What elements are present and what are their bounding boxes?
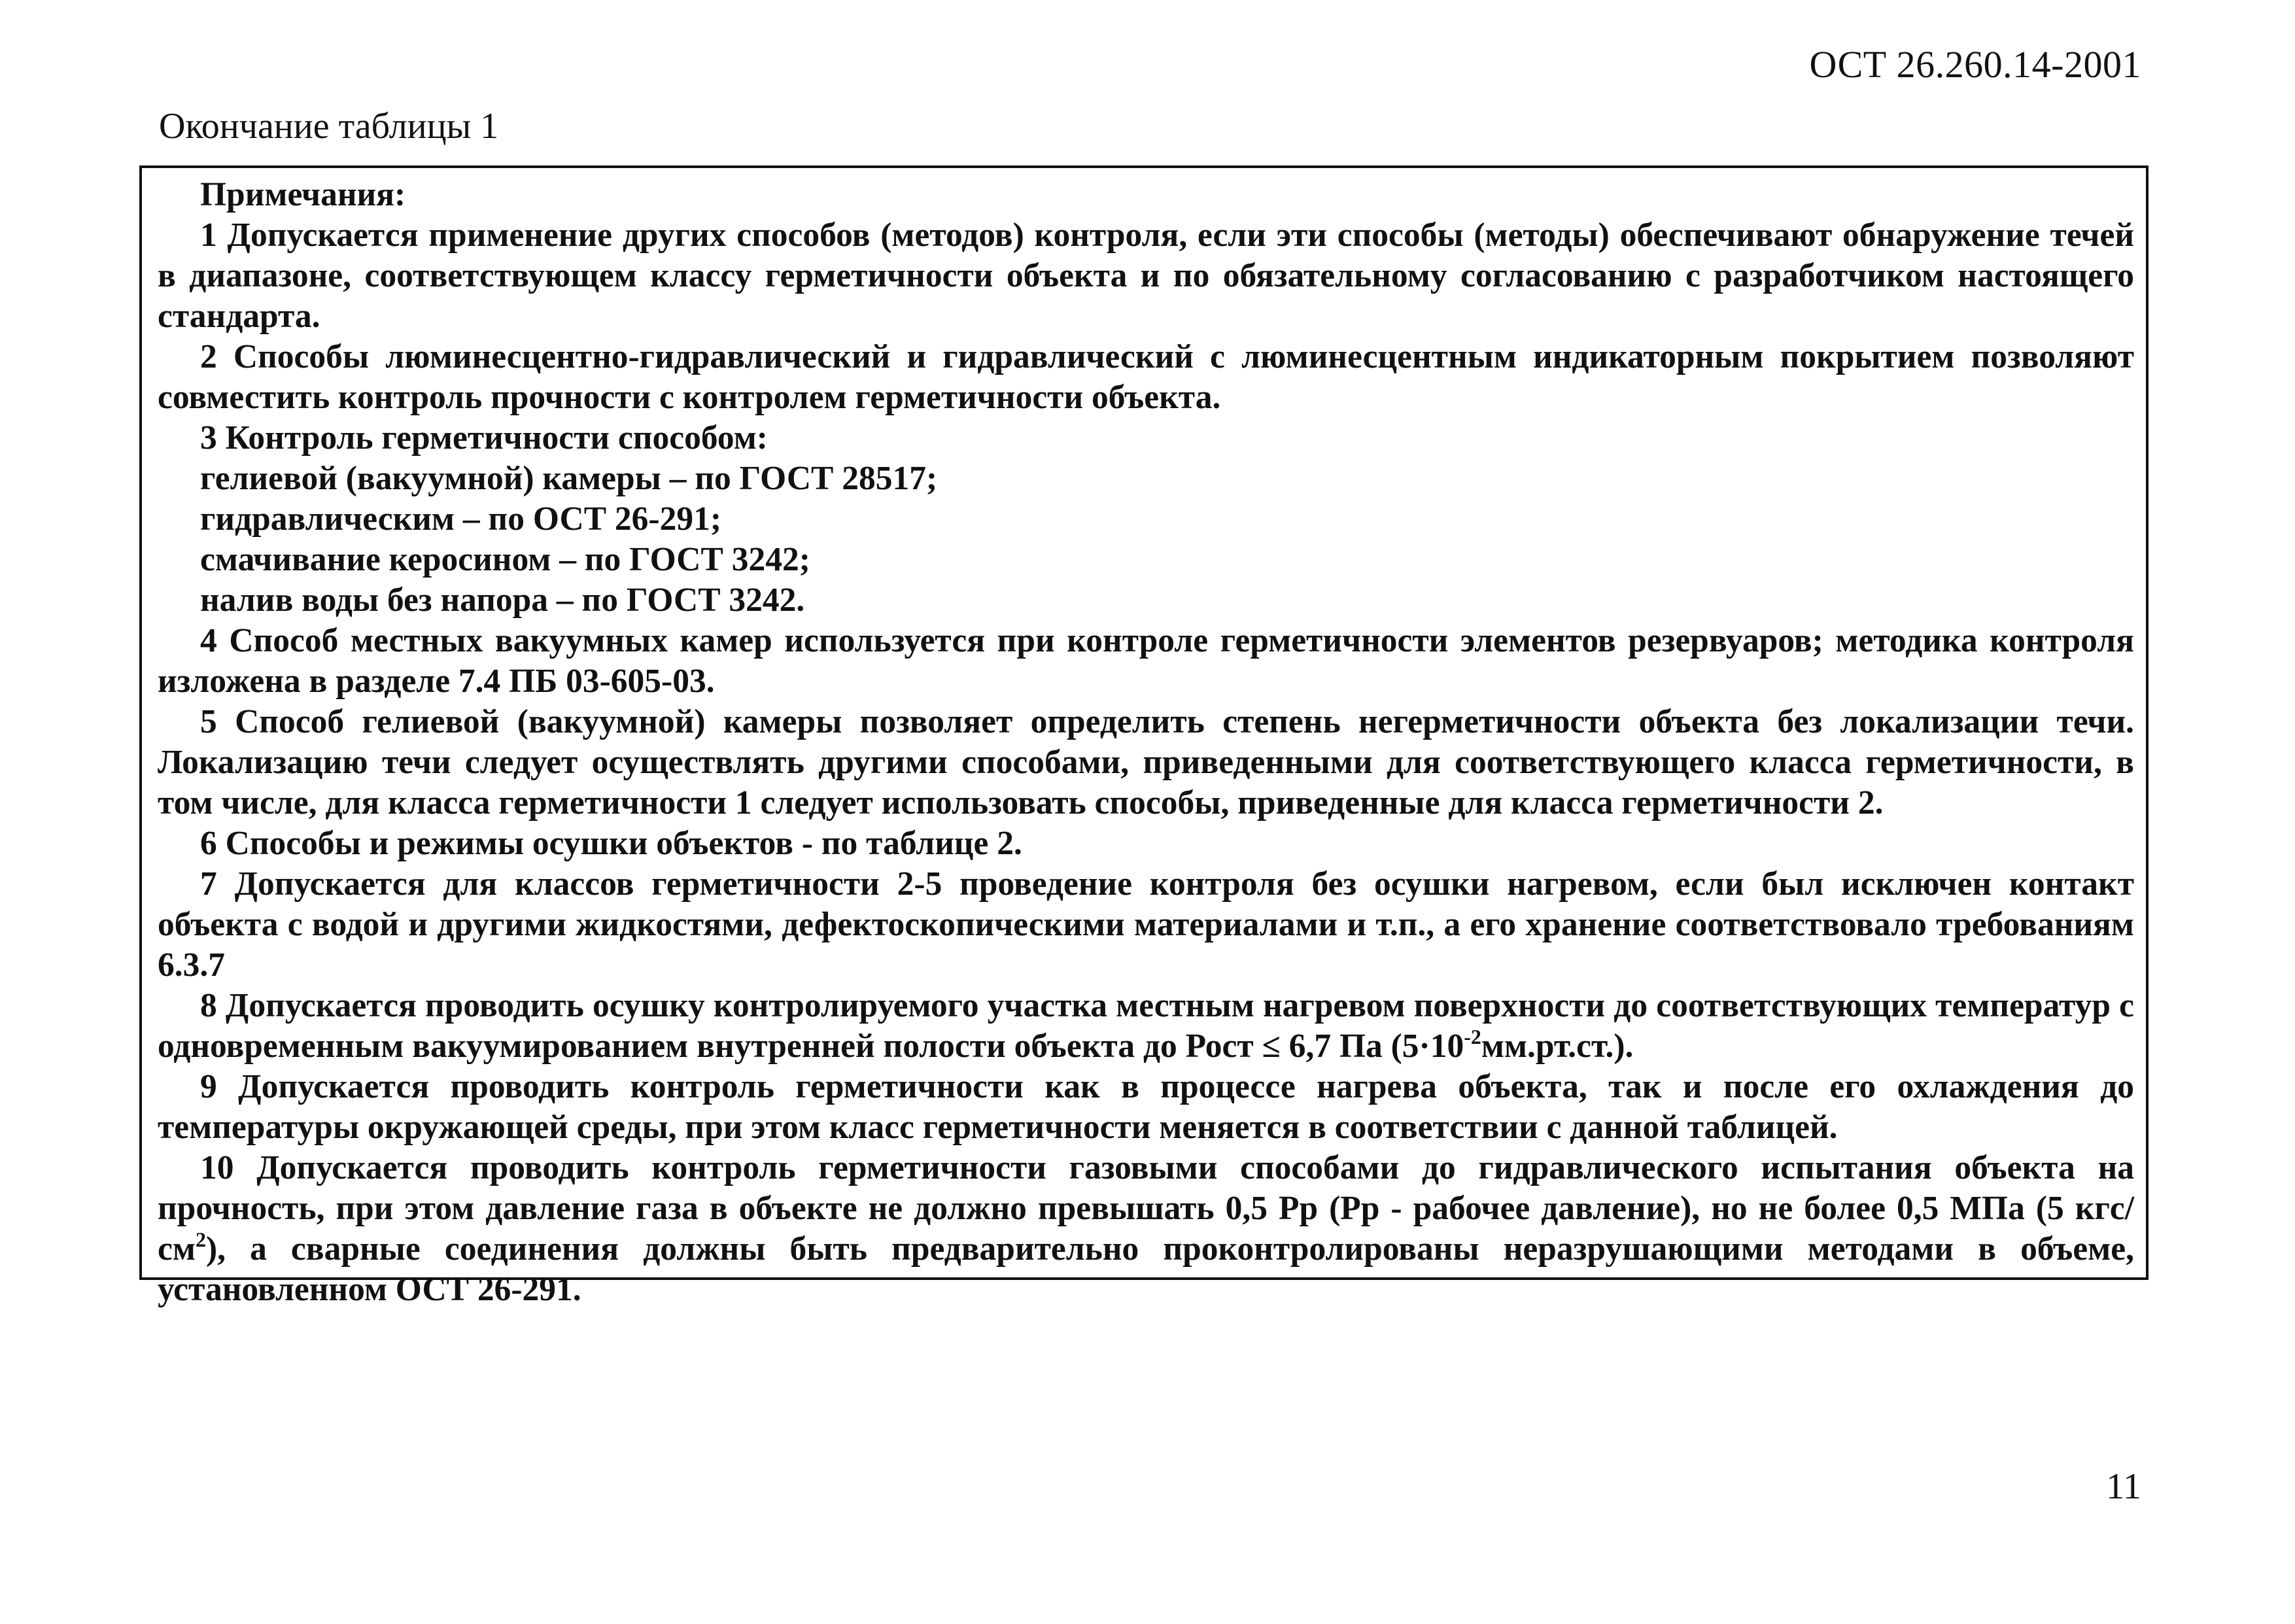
note-9: 9 Допускается проводить контроль герметичности как в процессе нагрева объекта, так и после его охлаждения до температуры окружающей среды, при этом класс герметичности меняется в соответствии с данной таблицей.: [158, 1068, 2134, 1146]
notes-box: [139, 165, 2148, 1308]
note-10-exponent: 2: [195, 1228, 206, 1251]
note-2: 2 Способы люминесцентно-гидравлический и гидравлический с люминесцентным индикаторным покрытием позволяют совместить контроль прочности с контролем герметичности объекта.: [158, 338, 2134, 416]
note-3-item: налив воды без напора – по ГОСТ 3242.: [200, 581, 805, 619]
note-3-item: гелиевой (вакуумной) камеры – по ГОСТ 28517;: [200, 460, 938, 497]
note-6: 6 Способы и режимы осушки объектов - по таблице 2.: [200, 825, 1022, 862]
note-8: [158, 986, 2134, 1067]
note-8-text-end: мм.рт.ст.).: [1481, 1028, 1634, 1065]
notes-title: Примечания:: [200, 176, 406, 213]
note-10: [158, 1148, 2134, 1310]
page-number: 11: [2106, 1466, 2141, 1507]
note-10-text: 10 Допускается проводить контроль герметичности газовыми способами до гидравлического испытания объекта на прочность, при этом давление газа в объекте не должно превышать 0,5 Рр (Рр - рабочее давление), но не более 0,5 МПа (5 кгс/см: [158, 1149, 2134, 1268]
note-7: 7 Допускается для классов герметичности 2-5 проведение контроля без осушки нагревом, если был исключен контакт объекта с водой и другими жидкостями, дефектоскопическими материалами и т.п., а его хранение соответствовало требованиям 6.3.7: [158, 865, 2134, 984]
note-3-item: гидравлическим – по ОСТ 26-291;: [200, 500, 721, 538]
note-4: 4 Способ местных вакуумных камер используется при контроле герметичности элементов резервуаров; методика контроля изложена в разделе 7.4 ПБ 03-605-03.: [158, 622, 2134, 700]
note-3-intro: 3 Контроль герметичности способом:: [200, 419, 768, 457]
note-3-item: смачивание керосином – по ГОСТ 3242;: [200, 541, 810, 578]
table-caption: Окончание таблицы 1: [159, 106, 499, 147]
note-5: 5 Способ гелиевой (вакуумной) камеры позволяет определить степень негерметичности объекта без локализации течи. Локализацию течи следует осуществлять другими способами, приведенными для соответствующего класса герметичности, в том числе, для класса герметичности 1 следует использовать способы, приведенные для класса герметичности 2.: [158, 703, 2134, 821]
note-8-exponent: -2: [1464, 1025, 1481, 1048]
note-10-text-end: ), а сварные соединения должны быть предварительно проконтролированы неразрушающими методами в объеме, установленном ОСТ 26-291.: [158, 1230, 2134, 1308]
note-1: 1 Допускается применение других способов (методов) контроля, если эти способы (методы) обеспечивают обнаружение течей в диапазоне, соответствующем классу герметичности объекта и по обязательному согласованию с разработчиком настоящего стандарта.: [158, 216, 2134, 335]
note-8-text: 8 Допускается проводить осушку контролируемого участка местным нагревом поверхности до соответствующих температур с одновременным вакуумированием внутренней полости объекта до Рост ≤ 6,7 Па (5·10: [158, 987, 2134, 1065]
document-code: ОСТ 26.260.14-2001: [1809, 43, 2141, 86]
